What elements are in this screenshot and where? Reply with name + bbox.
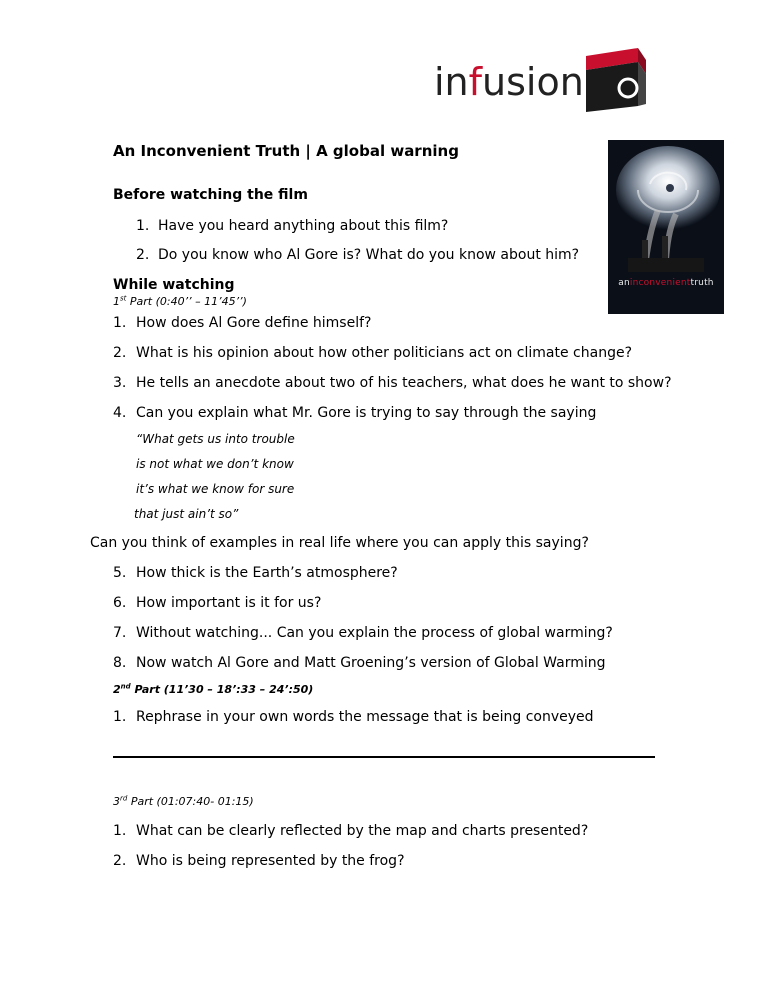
while-question-6: How important is it for us? [136,595,322,611]
part3-time: Part (01:07:40- 01:15) [127,795,254,808]
part2-sup: nd [120,682,131,691]
part2-time: Part (11’30 – 18’:33 – 24’:50) [130,683,314,696]
logo-text-in: in [434,60,469,104]
while-num-5: 5. [113,565,127,581]
poster-title-an: an [618,278,630,288]
while-question-8: Now watch Al Gore and Matt Groening’s version of Global Warming [136,655,606,671]
part1-num: 1 [113,295,120,308]
part2-num-1: 1. [113,709,127,725]
part1-sup: st [120,294,127,303]
logo-cube-icon [574,46,654,118]
part2-question-1: Rephrase in your own words the message that is being conveyed [136,709,594,725]
while-num-8: 8. [113,655,127,671]
while-question-7: Without watching... Can you explain the process of global warming? [136,625,613,641]
logo-wordmark [434,60,584,104]
part3-question-2: Who is being represented by the frog? [136,853,405,869]
quote-line-1: “What gets us into trouble [136,432,295,446]
before-question-2: Do you know who Al Gore is? What do you know about him? [158,247,580,263]
before-heading: Before watching the film [113,187,308,203]
while-heading: While watching [113,277,235,293]
page-title: An Inconvenient Truth | A global warning [113,142,459,160]
while-num-3: 3. [113,375,127,391]
quote-line-3: it’s what we know for sure [136,482,295,496]
film-poster [608,140,724,314]
part3-num: 3 [113,795,120,808]
part3-num-1: 1. [113,823,127,839]
while-question-3: He tells an anecdote about two of his teachers, what does he want to show? [136,375,672,391]
quote-line-2: is not what we don’t know [136,457,294,471]
while-question-1: How does Al Gore define himself? [136,315,372,331]
part1-time: Part (0:40’’ – 11’45’’) [126,295,247,308]
quote-line-4: that just ain’t so” [134,507,239,521]
logo-text-usion: usion [482,60,584,104]
part2-num: 2 [113,683,121,696]
before-num-2: 2. [136,247,150,263]
while-num-6: 6. [113,595,127,611]
part3-num-2: 2. [113,853,127,869]
while-num-7: 7. [113,625,127,641]
while-num-1: 1. [113,315,127,331]
part2-label [113,683,313,697]
part3-label [113,795,254,809]
part1-label [113,295,247,309]
before-num-1: 1. [136,218,150,234]
poster-title-inconvenient: inconvenient [629,278,691,288]
part3-sup: rd [120,794,128,803]
part3-question-1: What can be clearly reflected by the map and charts presented? [136,823,589,839]
examples-question: Can you think of examples in real life where you can apply this saying? [90,535,589,551]
while-num-2: 2. [113,345,127,361]
while-question-2: What is his opinion about how other politicians act on climate change? [136,345,632,361]
logo-text-f: f [468,60,483,104]
poster-title-truth: truth [690,278,714,288]
while-num-4: 4. [113,405,127,421]
while-question-4: Can you explain what Mr. Gore is trying to say through the saying [136,405,597,421]
while-question-5: How thick is the Earth’s atmosphere? [136,565,398,581]
poster-title [608,278,724,288]
before-question-1: Have you heard anything about this film? [158,218,449,234]
answer-line [113,756,655,758]
